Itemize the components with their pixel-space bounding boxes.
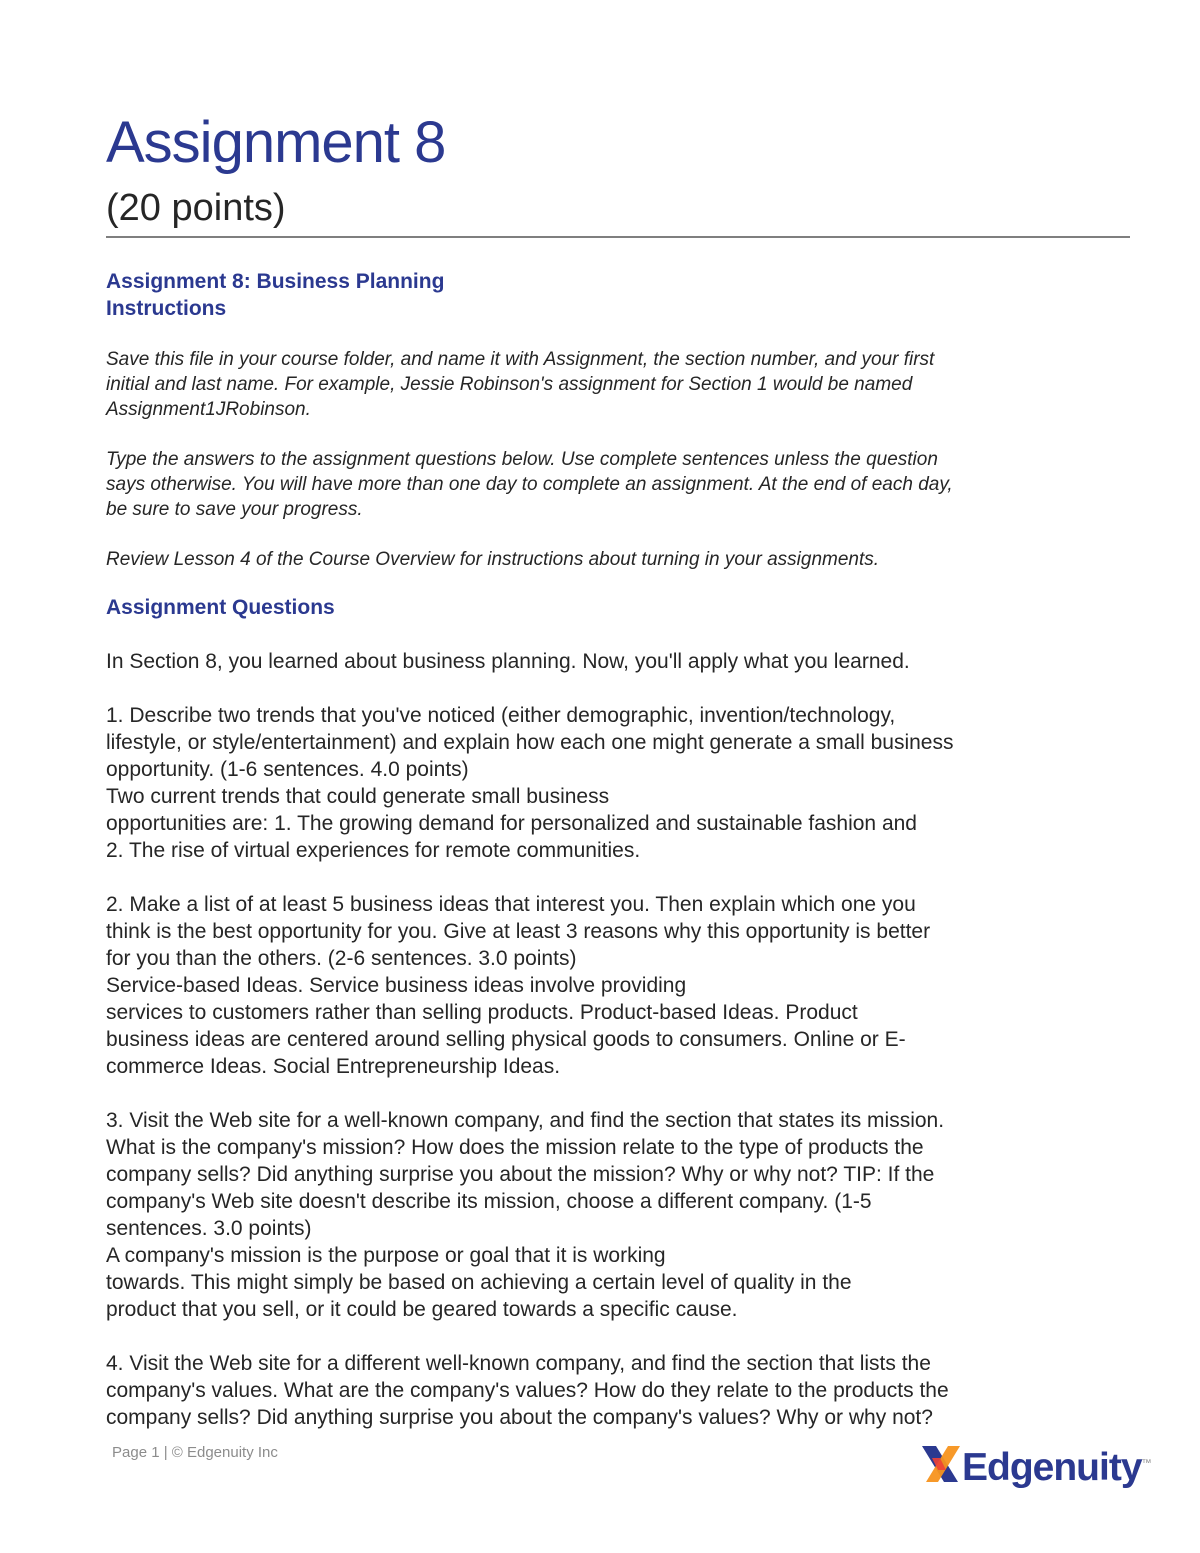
questions-heading: Assignment Questions xyxy=(106,596,335,619)
question-block-3 xyxy=(106,1107,1106,1323)
title-divider xyxy=(106,236,1130,238)
page-title: Assignment 8 xyxy=(106,110,446,175)
question-line: for you than the others. (2-6 sentences. 3.0 points) xyxy=(106,947,577,970)
answer-line: business ideas are centered around selling physical goods to consumers. Online or E- xyxy=(106,1028,906,1051)
question-line: 2. Make a list of at least 5 business ideas that interest you. Then explain which one you xyxy=(106,893,916,916)
logo-wordmark xyxy=(962,1440,1151,1492)
text-line: Save this file in your course folder, and name it with Assignment, the section number, and your first xyxy=(106,349,935,370)
question-line: company sells? Did anything surprise you about the mission? Why or why not? TIP: If the xyxy=(106,1163,935,1186)
question-line: 1. Describe two trends that you've noticed (either demographic, invention/technology, xyxy=(106,704,896,727)
question-block-1 xyxy=(106,702,1106,864)
document-content xyxy=(106,268,1106,1431)
answer-line: services to customers rather than selling products. Product-based Ideas. Product xyxy=(106,1001,858,1024)
instruction-paragraph xyxy=(106,547,1106,572)
question-line: What is the company's mission? How does the mission relate to the type of products the xyxy=(106,1136,924,1159)
instructions-heading: Instructions xyxy=(106,297,227,320)
question-line: sentences. 3.0 points) xyxy=(106,1217,312,1240)
question-line: think is the best opportunity for you. Give at least 3 reasons why this opportunity is better xyxy=(106,920,931,943)
text-line: says otherwise. You will have more than one day to complete an assignment. At the end of each day, xyxy=(106,474,953,495)
text-line: Assignment1JRobinson. xyxy=(106,399,311,420)
text-line: initial and last name. For example, Jessie Robinson's assignment for Section 1 would be named xyxy=(106,374,913,395)
page-footer: Page 1 | © Edgenuity Inc xyxy=(112,1444,278,1461)
page-subtitle: (20 points) xyxy=(106,187,286,229)
answer-line: product that you sell, or it could be geared towards a specific cause. xyxy=(106,1298,738,1321)
assignment-heading: Assignment 8: Business Planning xyxy=(106,270,445,293)
instruction-paragraph xyxy=(106,347,1106,422)
logo-trademark: ™ xyxy=(1141,1458,1151,1469)
question-line: company's values. What are the company's values? How do they relate to the products the xyxy=(106,1379,949,1402)
answer-line: 2. The rise of virtual experiences for remote communities. xyxy=(106,839,641,862)
logo-text: Edgenuity xyxy=(962,1446,1142,1489)
question-line: opportunity. (1-6 sentences. 4.0 points) xyxy=(106,758,469,781)
question-line: company's Web site doesn't describe its mission, choose a different company. (1-5 xyxy=(106,1190,872,1213)
question-line: 4. Visit the Web site for a different well-known company, and find the section that lists the xyxy=(106,1352,931,1375)
answer-line: commerce Ideas. Social Entrepreneurship Ideas. xyxy=(106,1055,561,1078)
text-line: Review Lesson 4 of the Course Overview for instructions about turning in your assignments. xyxy=(106,549,880,570)
answer-line: towards. This might simply be based on achieving a certain level of quality in the xyxy=(106,1271,852,1294)
question-line: company sells? Did anything surprise you about the company's values? Why or why not? xyxy=(106,1406,933,1429)
text-line: be sure to save your progress. xyxy=(106,499,363,520)
answer-line: opportunities are: 1. The growing demand for personalized and sustainable fashion and xyxy=(106,812,917,835)
text-line: Type the answers to the assignment questions below. Use complete sentences unless the question xyxy=(106,449,938,470)
questions-intro: In Section 8, you learned about business planning. Now, you'll apply what you learned. xyxy=(106,650,910,673)
edgenuity-logo xyxy=(918,1440,1151,1490)
question-line: 3. Visit the Web site for a well-known company, and find the section that states its mission. xyxy=(106,1109,945,1132)
edgenuity-x-icon xyxy=(918,1440,962,1488)
question-line: lifestyle, or style/entertainment) and explain how each one might generate a small business xyxy=(106,731,954,754)
answer-line: Two current trends that could generate small business xyxy=(106,785,610,808)
answer-line: A company's mission is the purpose or goal that it is working xyxy=(106,1244,666,1267)
question-block-2 xyxy=(106,891,1106,1080)
answer-line: Service-based Ideas. Service business ideas involve providing xyxy=(106,974,687,997)
question-block-4 xyxy=(106,1350,1106,1431)
instruction-paragraph xyxy=(106,447,1106,522)
